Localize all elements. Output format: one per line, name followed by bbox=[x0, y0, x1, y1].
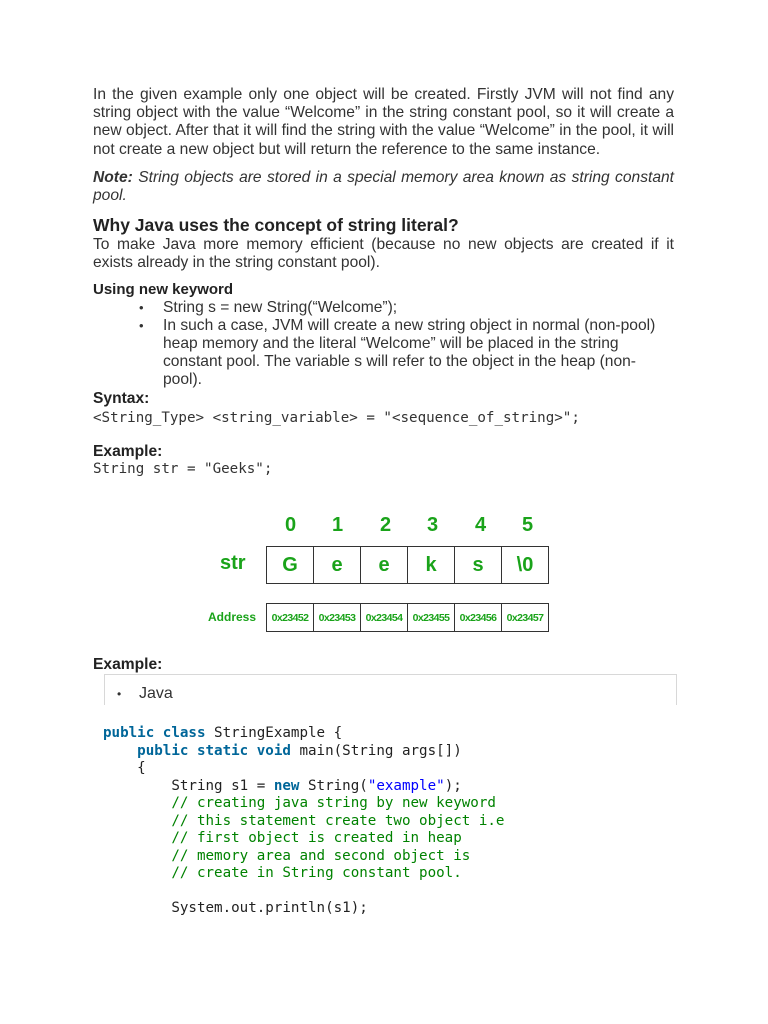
code-token: void bbox=[256, 742, 291, 759]
example-code: String str = "Geeks"; bbox=[93, 460, 273, 477]
address-label: Address bbox=[208, 610, 257, 624]
address-cell: 0x23455 bbox=[408, 604, 455, 631]
index-label: 3 bbox=[426, 514, 439, 536]
char-cell: \0 bbox=[516, 553, 534, 576]
code-token: { bbox=[137, 760, 146, 776]
char-cell: G bbox=[267, 547, 314, 583]
char-cell: s bbox=[455, 547, 502, 583]
index-label: 0 bbox=[284, 514, 297, 536]
example-label: Example: bbox=[93, 442, 163, 460]
index-label: 5 bbox=[521, 514, 534, 536]
code-token: StringExample { bbox=[205, 725, 343, 741]
code-token: System.out.println(s1); bbox=[171, 900, 368, 916]
code-token: public bbox=[103, 725, 155, 741]
tab-java[interactable]: • Java bbox=[139, 685, 173, 703]
list-item: • In such a case, JVM will create a new string object in normal (non-pool) heap memory and the literal “Welcome” will be placed in the string constant pool. The variable s will refer to the object in the heap (non-pool). bbox=[163, 317, 674, 390]
document-body bbox=[93, 86, 674, 478]
code-token: new bbox=[273, 777, 300, 794]
code-tab-bar bbox=[104, 674, 677, 705]
note-text: String objects are stored in a special memory area known as string constant pool. bbox=[93, 168, 674, 205]
why-paragraph: To make Java more memory efficient (because no new objects are created if it exists already in the string constant pool). bbox=[93, 236, 674, 272]
address-cell: 0x23457 bbox=[506, 611, 544, 624]
code-token: class bbox=[162, 725, 206, 741]
code-token: String s1 = bbox=[171, 777, 274, 794]
char-cell: k bbox=[408, 547, 455, 583]
variable-label: str bbox=[220, 552, 246, 574]
code-token: main(String args[]) bbox=[290, 742, 462, 759]
code-comment: // creating java string by new keyword bbox=[171, 795, 496, 811]
syntax-label: Syntax: bbox=[93, 389, 150, 407]
char-cells bbox=[266, 546, 549, 584]
code-comment: // first object is created in heap bbox=[171, 830, 462, 846]
address-cell: 0x23454 bbox=[361, 604, 408, 631]
code-comment: // create in String constant pool. bbox=[171, 865, 462, 881]
example-label: Example: bbox=[93, 656, 163, 673]
code-comment: // memory area and second object is bbox=[171, 847, 471, 864]
note-label: Note: bbox=[93, 168, 133, 186]
index-label: 4 bbox=[474, 514, 487, 536]
code-token: ); bbox=[444, 777, 462, 794]
char-cell: e bbox=[361, 547, 408, 583]
address-cell: 0x23452 bbox=[267, 604, 314, 631]
code-block bbox=[103, 725, 504, 918]
new-keyword-heading: Using new keyword bbox=[93, 280, 234, 298]
address-cells bbox=[266, 603, 549, 632]
code-token: public bbox=[137, 742, 189, 759]
address-cell: 0x23453 bbox=[314, 604, 361, 631]
char-cell: e bbox=[314, 547, 361, 583]
address-cell: 0x23456 bbox=[455, 604, 502, 631]
code-comment: // this statement create two object i.e bbox=[171, 812, 505, 829]
code-token: String( bbox=[299, 777, 368, 794]
code-token: static bbox=[196, 742, 249, 759]
why-heading: Why Java uses the concept of string literal? bbox=[93, 215, 459, 236]
index-label: 2 bbox=[379, 514, 392, 536]
list-item: • String s = new String(“Welcome”); bbox=[163, 299, 674, 317]
intro-paragraph: In the given example only one object will be created. Firstly JVM will not find any string object with the value “Welcome” in the string constant pool, so it will create a new object. After that it will find the string with the value “Welcome” in the pool, it will not create a new object but will return the reference to the same instance. bbox=[93, 86, 674, 158]
new-keyword-list bbox=[93, 299, 674, 390]
note-paragraph bbox=[93, 169, 674, 205]
syntax-code: <String_Type> <string_variable> = "<sequence_of_string>"; bbox=[93, 409, 580, 426]
code-token: "example" bbox=[367, 777, 445, 794]
index-label: 1 bbox=[331, 514, 344, 536]
